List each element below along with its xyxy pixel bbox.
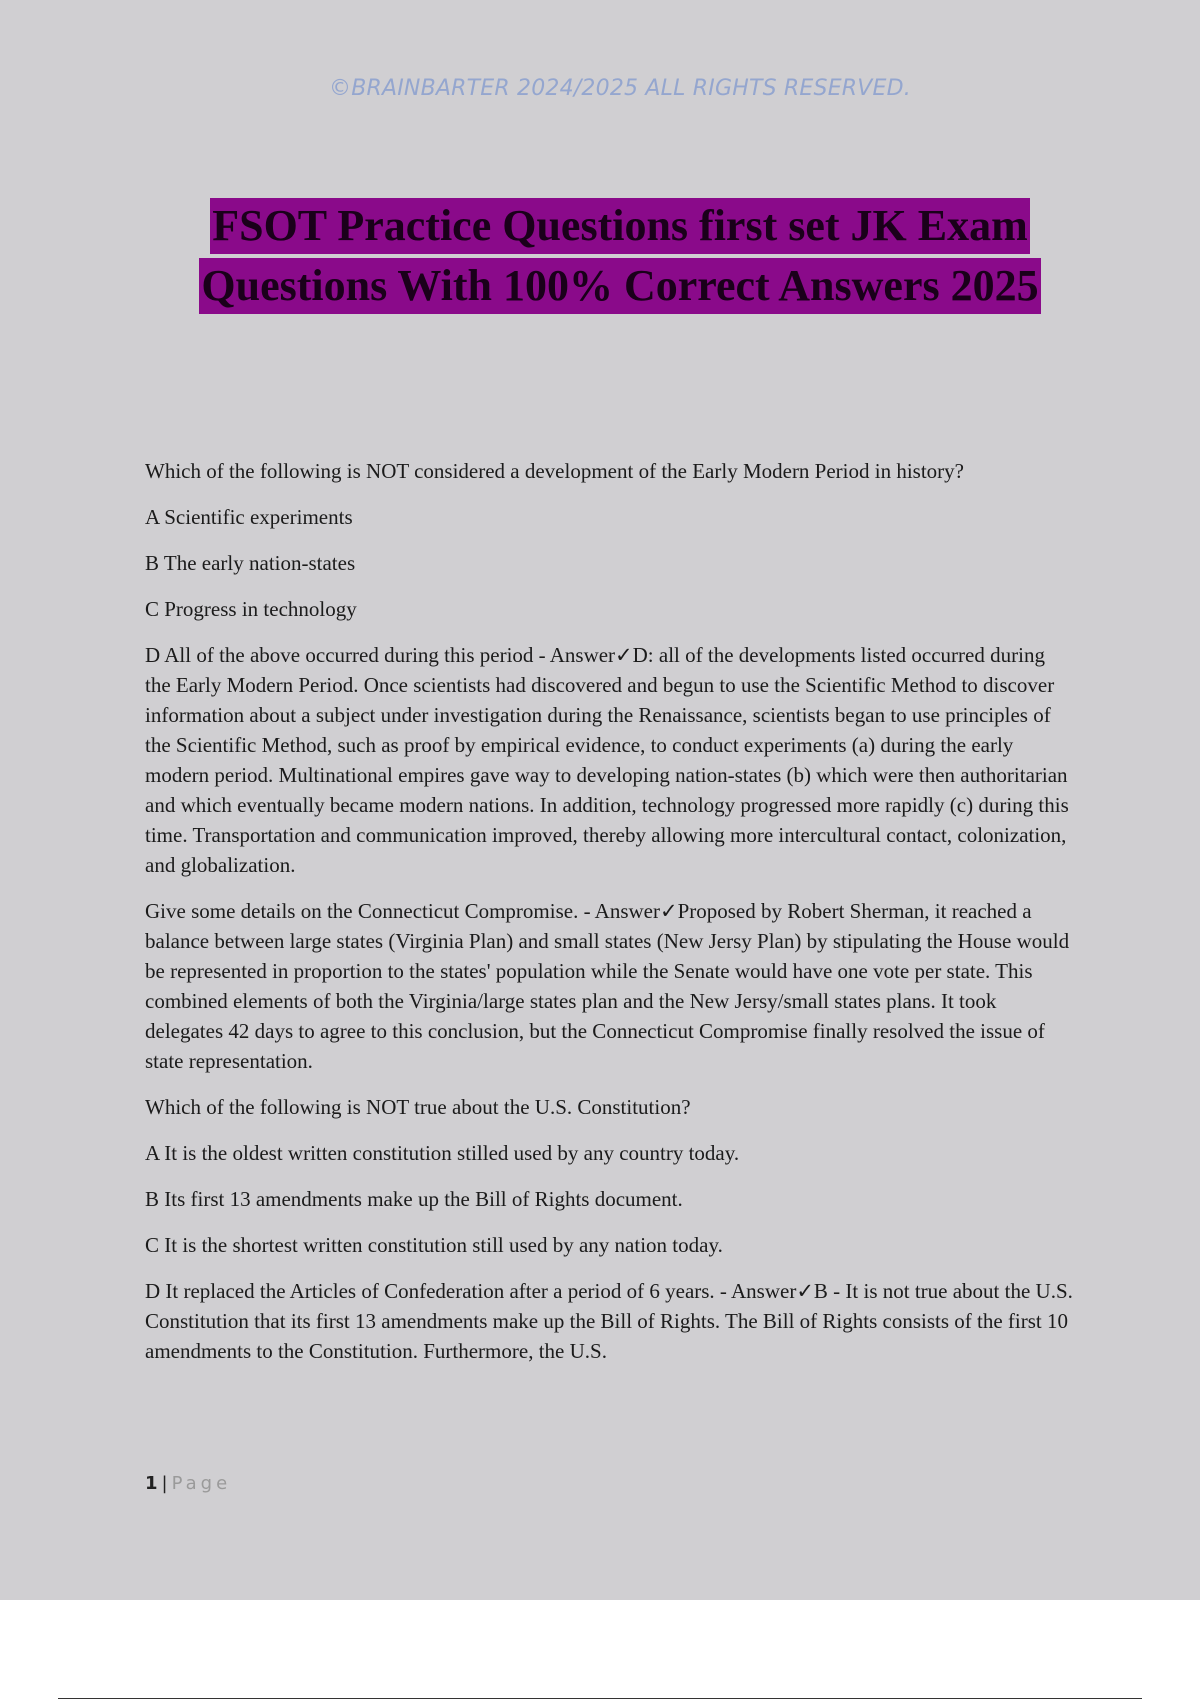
- question-1-option-d-answer: D All of the above occurred during this period - Answer✓D: all of the developments listed occurred during the Early Modern Period. Once scientists had discovered and begun to use the Scientific Method to discover information about a subject under investigation during the Renaissance, scientists began to use principles of the Scientific Method, such as proof by empirical evidence, to conduct experiments (a) during the early modern period. Multinational empires gave way to developing nation-states (b) which were then authoritarian and which eventually became modern nations. In addition, technology progressed more rapidly (c) during this time. Transportation and communication improved, thereby allowing more intercultural contact, colonization, and globalization.: [145, 643, 1069, 877]
- question-1-option-b: B The early nation-states: [145, 551, 356, 575]
- document-title: [0, 198, 1200, 314]
- page-number: 1: [145, 1473, 158, 1494]
- copyright-watermark: ©BRAINBARTER 2024/2025 ALL RIGHTS RESERVED.: [329, 76, 911, 101]
- title-line-2: Questions With 100% Correct Answers 2025: [199, 258, 1040, 314]
- question-1-text: Which of the following is NOT considered a development of the Early Modern Period in history?: [145, 459, 964, 483]
- question-3-option-a: A It is the oldest written constitution stilled used by any country today.: [145, 1141, 740, 1165]
- question-1-option-c: C Progress in technology: [145, 597, 357, 621]
- question-3-text: Which of the following is NOT true about the U.S. Constitution?: [145, 1095, 691, 1119]
- question-1-option-a: A Scientific experiments: [145, 505, 353, 529]
- page-footer: [145, 1473, 231, 1494]
- question-2-text-answer: Give some details on the Connecticut Compromise. - Answer✓Proposed by Robert Sherman, it reached a balance between large states (Virginia Plan) and small states (New Jersy Plan) by stipulating the House would be represented in proportion to the states' population while the Senate would have one vote per state. This combined elements of both the Virginia/large states plan and the New Jersy/small states plans. It took delegates 42 days to agree to this conclusion, but the Connecticut Compromise finally resolved the issue of state representation.: [145, 899, 1070, 1073]
- title-line-1: FSOT Practice Questions first set JK Exam: [210, 198, 1030, 254]
- bottom-divider: [58, 1698, 1142, 1699]
- page-separator: |: [161, 1473, 168, 1494]
- document-body: [145, 456, 1075, 1382]
- page-label: Page: [171, 1473, 232, 1494]
- question-3-option-d-answer: D It replaced the Articles of Confederation after a period of 6 years. - Answer✓B - It is not true about the U.S. Constitution that its first 13 amendments make up the Bill of Rights. The Bill of Rights consists of the first 10 amendments to the Constitution. Furthermore, the U.S.: [145, 1279, 1073, 1363]
- question-3-option-b: B Its first 13 amendments make up the Bill of Rights document.: [145, 1187, 683, 1211]
- question-3-option-c: C It is the shortest written constitution still used by any nation today.: [145, 1233, 723, 1257]
